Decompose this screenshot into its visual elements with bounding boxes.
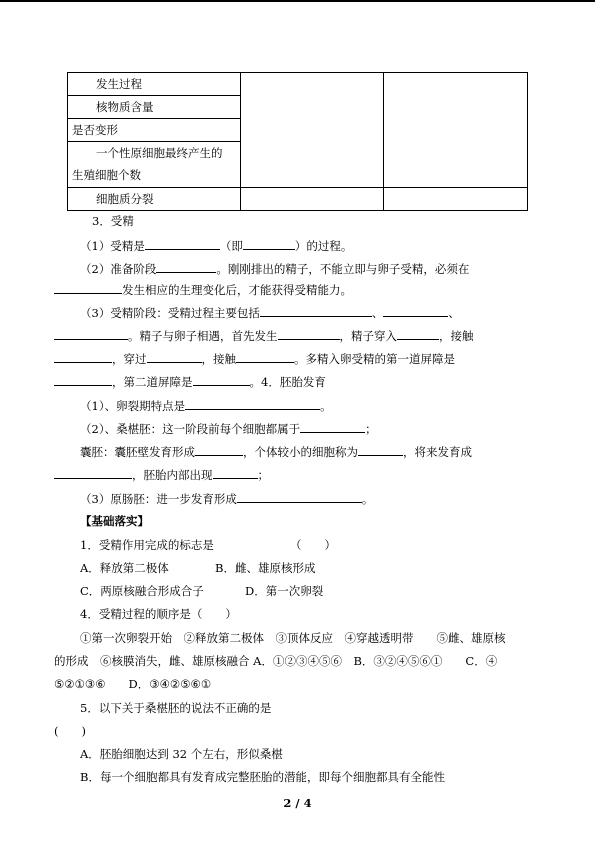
- blank-line: [193, 373, 250, 386]
- table-cell-label: 是否变形: [68, 119, 241, 142]
- page-top-rule: [0, 0, 595, 2]
- option-a: A．胚胎细胞达到 32 个左右，形似桑椹: [80, 747, 283, 761]
- blank-line: [156, 260, 216, 273]
- table-row: [68, 188, 528, 211]
- table-row: [68, 73, 528, 96]
- question-line: ①第一次卵裂开始 ②释放第二极体 ③顶体反应 ④穿越透明带 ⑤雌、雄原核: [80, 631, 506, 645]
- table-cell-blank: [384, 73, 528, 188]
- blank-line: [54, 466, 132, 479]
- question-line: ⑤②①③⑥ D．③④②⑤⑥①: [54, 677, 212, 691]
- blank-line: [195, 443, 243, 456]
- blank-line: [243, 237, 295, 250]
- blank-line: [300, 420, 365, 433]
- table-cell-label: 细胞质分裂: [68, 188, 241, 211]
- table-cell-blank: [384, 188, 528, 211]
- blank-line: [278, 327, 340, 340]
- option-a: A．释放第二极体: [80, 561, 169, 575]
- blank-line: [358, 443, 403, 456]
- table-cell-label: 一个性原细胞最终产生的 生殖细胞个数: [68, 142, 241, 188]
- blank-line: [397, 327, 439, 340]
- blank-line: [213, 466, 258, 479]
- question-line: （2）准备阶段 。刚刚排出的精子，不能立即与卵子受精，必须在: [80, 262, 470, 276]
- comparison-table: [67, 72, 528, 211]
- question-line: 。精子与卵子相遇，首先发生 ，精子穿入 ，接触: [54, 327, 474, 344]
- blank-line: [54, 327, 128, 340]
- question-line: ，胚胎内部出现 ；: [54, 466, 269, 483]
- blank-line: [147, 350, 202, 363]
- blank-line: [237, 490, 362, 503]
- option-c: C．两原核融合形成合子: [80, 584, 204, 598]
- blank-line: [145, 237, 220, 250]
- table-cell-label: 核物质含量: [68, 96, 241, 119]
- question-line: 囊胚：囊胚壁发育形成 ，个体较小的细胞称为 ，将来发育成: [80, 445, 472, 459]
- table-cell-blank: [240, 188, 384, 211]
- page-number: 2 / 4: [283, 796, 312, 810]
- blank-line: [54, 281, 122, 294]
- question-line: 5．以下关于桑椹胚的说法不正确的是: [80, 701, 272, 715]
- blank-line: [54, 350, 112, 363]
- blank-line: [236, 350, 294, 363]
- table-cell-blank: [240, 73, 384, 188]
- answer-paren: （ ）: [290, 538, 336, 552]
- question-line: 4．受精过程的顺序是（ ）: [80, 607, 237, 621]
- section-heading: 3．受精: [92, 214, 134, 228]
- option-d: D．第一次卵裂: [245, 584, 324, 598]
- question-line: ，穿过 ，接触 。多精入卵受精的第一道屏障是: [54, 350, 455, 367]
- question-line: （1）受精是 （即 ）的过程。: [80, 239, 353, 253]
- blank-line: [383, 304, 448, 317]
- answer-paren: ( ): [54, 724, 86, 738]
- question-line: （1）、卵裂期特点是 。: [80, 399, 332, 413]
- question-line: ，第二道屏障是 。4．胚胎发育: [54, 373, 326, 390]
- blank-line: [260, 304, 372, 317]
- section-heading: 【基础落实】: [80, 514, 149, 528]
- blank-line: [54, 373, 112, 386]
- option-b: B．每一个细胞都具有发育成完整胚胎的潜能，即每个细胞都具有全能性: [80, 770, 445, 784]
- question-line: 发生相应的生理变化后，才能获得受精能力。: [54, 281, 352, 298]
- question-line: （3）原肠胚：进一步发育形成 。: [80, 492, 374, 506]
- question-line: （2）、桑椹胚：这一阶段前每个细胞都属于 ；: [80, 422, 377, 436]
- blank-line: [185, 397, 320, 410]
- option-b: B．雌、雄原核形成: [215, 561, 316, 575]
- question-line: 1．受精作用完成的标志是: [80, 538, 214, 552]
- table-cell-label: 发生过程: [68, 73, 241, 96]
- question-line: （3）受精阶段：受精过程主要包括 、 、: [80, 306, 460, 320]
- question-line: 的形成 ⑥核膜消失，雌、雄原核融合 A．①②③④⑤⑥ B．③②④⑤⑥① C．④: [54, 654, 498, 668]
